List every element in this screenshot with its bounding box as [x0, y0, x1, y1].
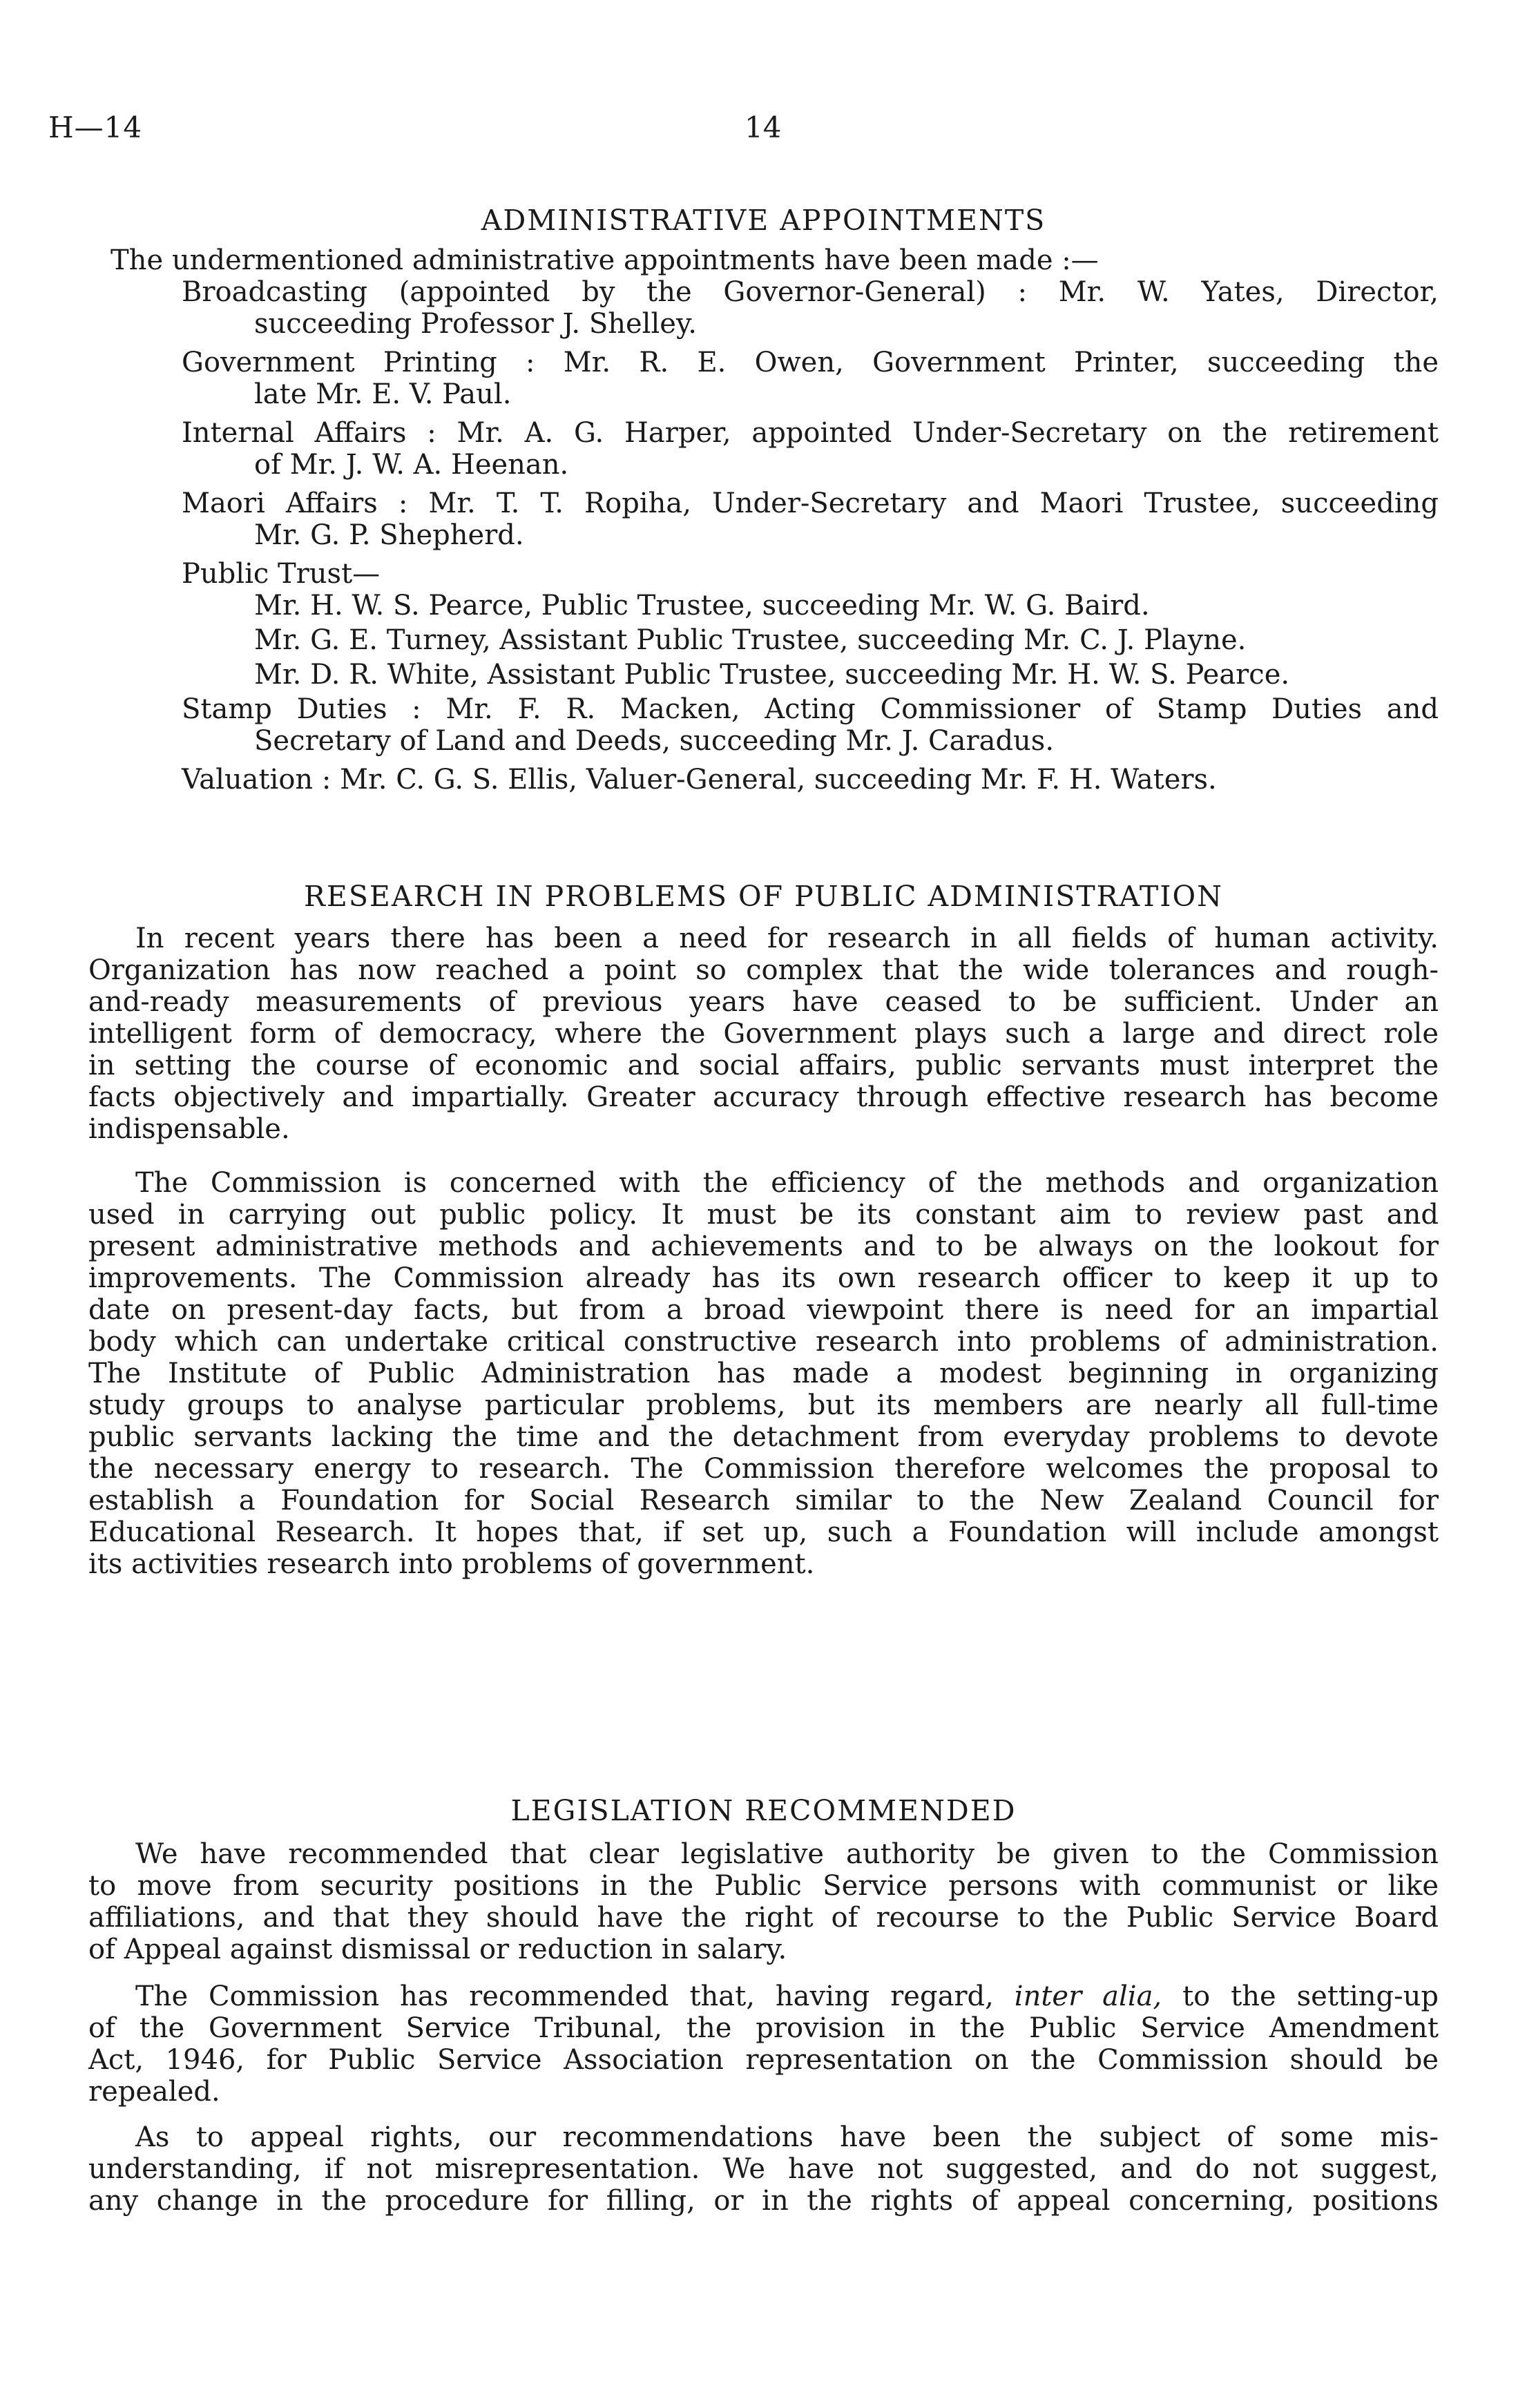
admin-item-valuation: Valuation : Mr. C. G. S. Ellis, Valuer-General, succeeding Mr. F. H. Waters. [182, 764, 1217, 796]
text-line: Stamp Duties : Mr. F. R. Macken, Acting Commissioner of Stamp Duties and [182, 693, 1439, 725]
text-line: Mr. G. P. Shepherd. [254, 519, 524, 551]
admin-item-internal-affairs [182, 417, 1439, 449]
text-line: any change in the procedure for filling, or in the rights of appeal concerning, positions [88, 2185, 1439, 2217]
text-line: present administrative methods and achievements and to be always on the lookout for [88, 1231, 1439, 1262]
text-segment: to the setting-up [1162, 1981, 1439, 2012]
text-line: repealed. [88, 2076, 220, 2108]
admin-item-stamp-duties [182, 693, 1439, 725]
text-line: intelligent form of democracy, where the Government plays such a large and direct role [88, 1018, 1439, 1050]
research-paragraph-2 [88, 1167, 1439, 1580]
text-line: In recent years there has been a need for research in all fields of human activity. [135, 923, 1439, 954]
text-line: Internal Affairs : Mr. A. G. Harper, appointed Under-Secretary on the retirement [182, 417, 1439, 449]
legislation-paragraph-3 [88, 2121, 1439, 2217]
text-segment: The Commission has recommended that, having regard, [135, 1981, 1015, 2012]
text-line: Mr. G. E. Turney, Assistant Public Trustee, succeeding Mr. C. J. Playne. [254, 624, 1247, 656]
text-line: of Appeal against dismissal or reduction in salary. [88, 1934, 787, 1965]
text-line: facts objectively and impartially. Greater accuracy through effective research has become [88, 1081, 1439, 1113]
heading-legislation: LEGISLATION RECOMMENDED [510, 1794, 1017, 1827]
text-line: succeeding Professor J. Shelley. [254, 308, 697, 340]
text-line: in setting the course of economic and social affairs, public servants must interpret the [88, 1050, 1439, 1081]
text-line: Secretary of Land and Deeds, succeeding Mr. J. Caradus. [254, 725, 1055, 757]
text-line: its activities research into problems of government. [88, 1548, 815, 1580]
text-line: late Mr. E. V. Paul. [254, 378, 512, 410]
text-line: improvements. The Commission already has its own research officer to keep it up to [88, 1262, 1439, 1294]
admin-item-broadcasting [182, 276, 1439, 308]
text-line: Government Printing : Mr. R. E. Owen, Government Printer, succeeding the [182, 347, 1439, 378]
admin-item-government-printing [182, 347, 1439, 378]
text-line: affiliations, and that they should have the right of recourse to the Public Service Board [88, 1902, 1439, 1934]
heading-administrative-appointments: ADMINISTRATIVE APPOINTMENTS [481, 204, 1046, 237]
text-line: Broadcasting (appointed by the Governor-General) : Mr. W. Yates, Director, [182, 276, 1439, 308]
text-line: of Mr. J. W. A. Heenan. [254, 449, 569, 481]
text-line: public servants lacking the time and the detachment from everyday problems to devote [88, 1421, 1439, 1453]
text-line: The Institute of Public Administration has made a modest beginning in organizing [88, 1358, 1439, 1389]
text-line: Mr. D. R. White, Assistant Public Trustee, succeeding Mr. H. W. S. Pearce. [254, 659, 1290, 691]
admin-item-maori-affairs [182, 488, 1439, 519]
text-line: of the Government Service Tribunal, the provision in the Public Service Amendment [88, 2012, 1439, 2044]
italic-phrase: inter alia, [1014, 1981, 1162, 2012]
admin-item-public-trust: Public Trust— [182, 558, 381, 590]
text-line: to move from security positions in the Public Service persons with communist or like [88, 1870, 1439, 1902]
text-line: The Commission is concerned with the efficiency of the methods and organization [135, 1167, 1439, 1199]
text-line: Organization has now reached a point so complex that the wide tolerances and rough- [88, 954, 1439, 986]
text-line: understanding, if not misrepresentation. We have not suggested, and do not suggest, [88, 2153, 1439, 2185]
text-line: We have recommended that clear legislative authority be given to the Commission [135, 1838, 1439, 1870]
text-line: Mr. H. W. S. Pearce, Public Trustee, succeeding Mr. W. G. Baird. [254, 590, 1150, 622]
admin-intro: The undermentioned administrative appointments have been made :— [111, 244, 1099, 276]
text-line: establish a Foundation for Social Research similar to the New Zealand Council for [88, 1485, 1439, 1516]
text-line: Educational Research. It hopes that, if set up, such a Foundation will include amongst [88, 1516, 1439, 1548]
legislation-paragraph-1 [88, 1838, 1439, 1965]
text-line: used in carrying out public policy. It must be its constant aim to review past and [88, 1199, 1439, 1231]
text-line: date on present-day facts, but from a broad viewpoint there is need for an impartial [88, 1294, 1439, 1326]
text-line: body which can undertake critical constructive research into problems of administration. [88, 1326, 1439, 1358]
text-line: Act, 1946, for Public Service Association representation on the Commission should be [88, 2044, 1439, 2076]
text-line: As to appeal rights, our recommendations have been the subject of some mis- [135, 2121, 1439, 2153]
heading-research: RESEARCH IN PROBLEMS OF PUBLIC ADMINISTRATION [304, 880, 1223, 913]
research-paragraph-1 [88, 923, 1439, 1145]
text-line: study groups to analyse particular problems, but its members are nearly all full-time [88, 1389, 1439, 1421]
text-line: and-ready measurements of previous years have ceased to be sufficient. Under an [88, 986, 1439, 1018]
document-reference: H—14 [48, 110, 143, 144]
page-number: 14 [745, 110, 782, 144]
text-line: indispensable. [88, 1113, 290, 1145]
text-line: Maori Affairs : Mr. T. T. Ropiha, Under-Secretary and Maori Trustee, succeeding [182, 488, 1439, 519]
text-line [88, 1981, 1439, 2012]
text-line: the necessary energy to research. The Commission therefore welcomes the proposal to [88, 1453, 1439, 1485]
legislation-paragraph-2 [88, 1981, 1439, 2108]
